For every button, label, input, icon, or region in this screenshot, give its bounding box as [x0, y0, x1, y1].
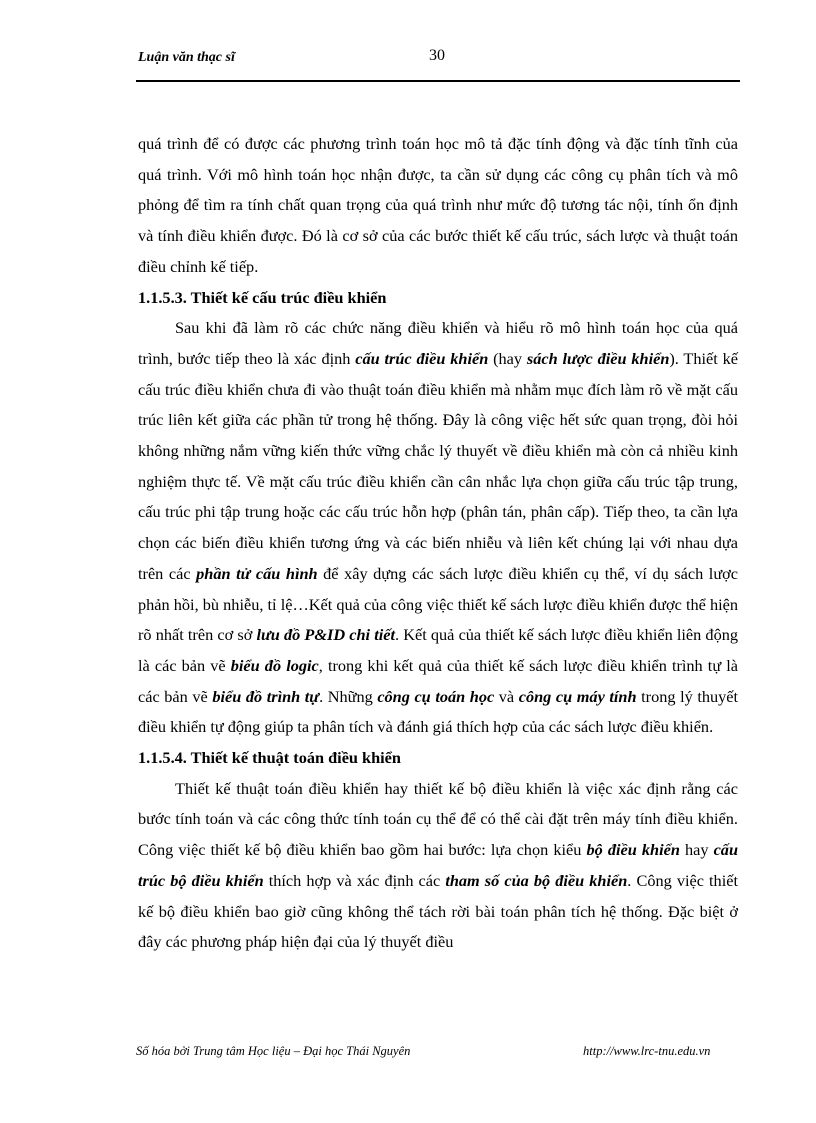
header-title: Luận văn thạc sĩ — [138, 50, 235, 65]
page-number: 30 — [429, 47, 445, 64]
section-heading-1-1-5-4: 1.1.5.4. Thiết kế thuật toán điều khiển — [138, 748, 401, 768]
section-heading-1-1-5-3: 1.1.5.3. Thiết kế cấu trúc điều khiển — [138, 287, 387, 307]
emphasis-term: biểu đồ trình tự — [212, 686, 320, 706]
emphasis-term: tham số của bộ điều khiển — [445, 870, 628, 890]
text-run: Sau khi đã làm rõ các chức năng điều khiển và hiểu rõ mô hình toán học của quá trình, bước tiếp theo là xác định — [138, 318, 738, 368]
text-run: . Kết quả của thiết kế sách lược điều khiển liên động là các bản vẽ — [138, 625, 738, 675]
emphasis-term: công cụ toán học — [377, 686, 495, 706]
text-run: . Những — [319, 686, 378, 706]
footer-url: http://www.lrc-tnu.edu.vn — [583, 1044, 711, 1058]
text-run: để xây dựng các sách lược điều khiển cụ thể, ví dụ sách lược phản hồi, bù nhiễu, tỉ lệ…Kết quả của công việc thiết kế sách lược điều khiển được thể hiện rõ nhất trên cơ sở — [138, 563, 738, 645]
footer-source: Số hóa bởi Trung tâm Học liệu – Đại học Thái Nguyên — [136, 1044, 411, 1058]
emphasis-term: lưu đồ P&ID chi tiết — [256, 625, 396, 645]
emphasis-term: sách lược điều khiển — [526, 348, 670, 368]
document-body — [138, 129, 738, 958]
text-run: và — [494, 686, 519, 706]
text-run: . Công việc thiết kế bộ điều khiển bao giờ cũng không thể tách rời bài toán phân tích hệ thống. Đặc biệt ở đây các phương pháp hiện đại của lý thuyết điều — [138, 870, 738, 952]
text-run: thích hợp và xác định các — [263, 870, 446, 890]
emphasis-term: công cụ máy tính — [518, 686, 637, 706]
text-run: (hay — [488, 348, 527, 368]
text-run: , trong khi kết quả của thiết kế sách lược điều khiển trình tự là các bản vẽ — [138, 655, 739, 706]
text-run: trong lý thuyết điều khiển tự động giúp ta phân tích và đánh giá thích hợp của các sách lược điều khiển. — [138, 686, 739, 737]
emphasis-term: phần tử cấu hình — [196, 563, 318, 583]
paragraph-control-structure — [138, 313, 738, 743]
emphasis-term: cấu trúc điều khiển — [355, 348, 489, 368]
paragraph-intro: quá trình để có được các phương trình toán học mô tả đặc tính động và đặc tính tĩnh của quá trình. Với mô hình toán học nhận được, ta cần sử dụng các công cụ phân tích và mô phỏng để tìm ra tính chất quan trọng của quá trình như mức độ tương tác nội, tính ổn định và tính điều khiển được. Đó là cơ sở của các bước thiết kế cấu trúc, sách lược và thuật toán điều chỉnh kế tiếp. — [138, 134, 738, 276]
text-run: Thiết kế thuật toán điều khiển hay thiết kế bộ điều khiển là việc xác định rằng các bước tính toán và các công thức tính toán cụ thể để có thể cài đặt trên máy tính điều khiển. Công việc thiết kế bộ điều khiển bao gồm hai bước: lựa chọn kiểu — [138, 778, 738, 860]
emphasis-term: biểu đồ logic — [230, 655, 319, 675]
text-run: ). Thiết kế cấu trúc điều khiển chưa đi vào thuật toán điều khiển mà nhằm mục đích làm rõ về mặt cấu trúc liên kết giữa các phần tử trong hệ thống. Đây là công việc hết sức quan trọng, đòi hỏi không những nắm vững kiến thức vững chắc lý thuyết về điều khiển mà còn cả nhiều kinh nghiệm thực tế. Về mặt cấu trúc điều khiển cần cân nhắc lựa chọn giữa cấu trúc tập trung, cấu trúc phi tập trung hoặc các cấu trúc hỗn hợp (phân tán, phân cấp). Tiếp theo, ta cần lựa chọn các biến điều khiển tương ứng và các biến nhiễu và liên kết chúng lại với nhau dựa trên các — [138, 348, 738, 583]
header-divider — [136, 80, 740, 82]
emphasis-term: bộ điều khiển — [586, 840, 680, 860]
text-run: hay — [679, 840, 714, 860]
emphasis-term: cấu trúc bộ điều khiển — [138, 840, 738, 890]
paragraph-control-algorithm — [138, 774, 738, 958]
